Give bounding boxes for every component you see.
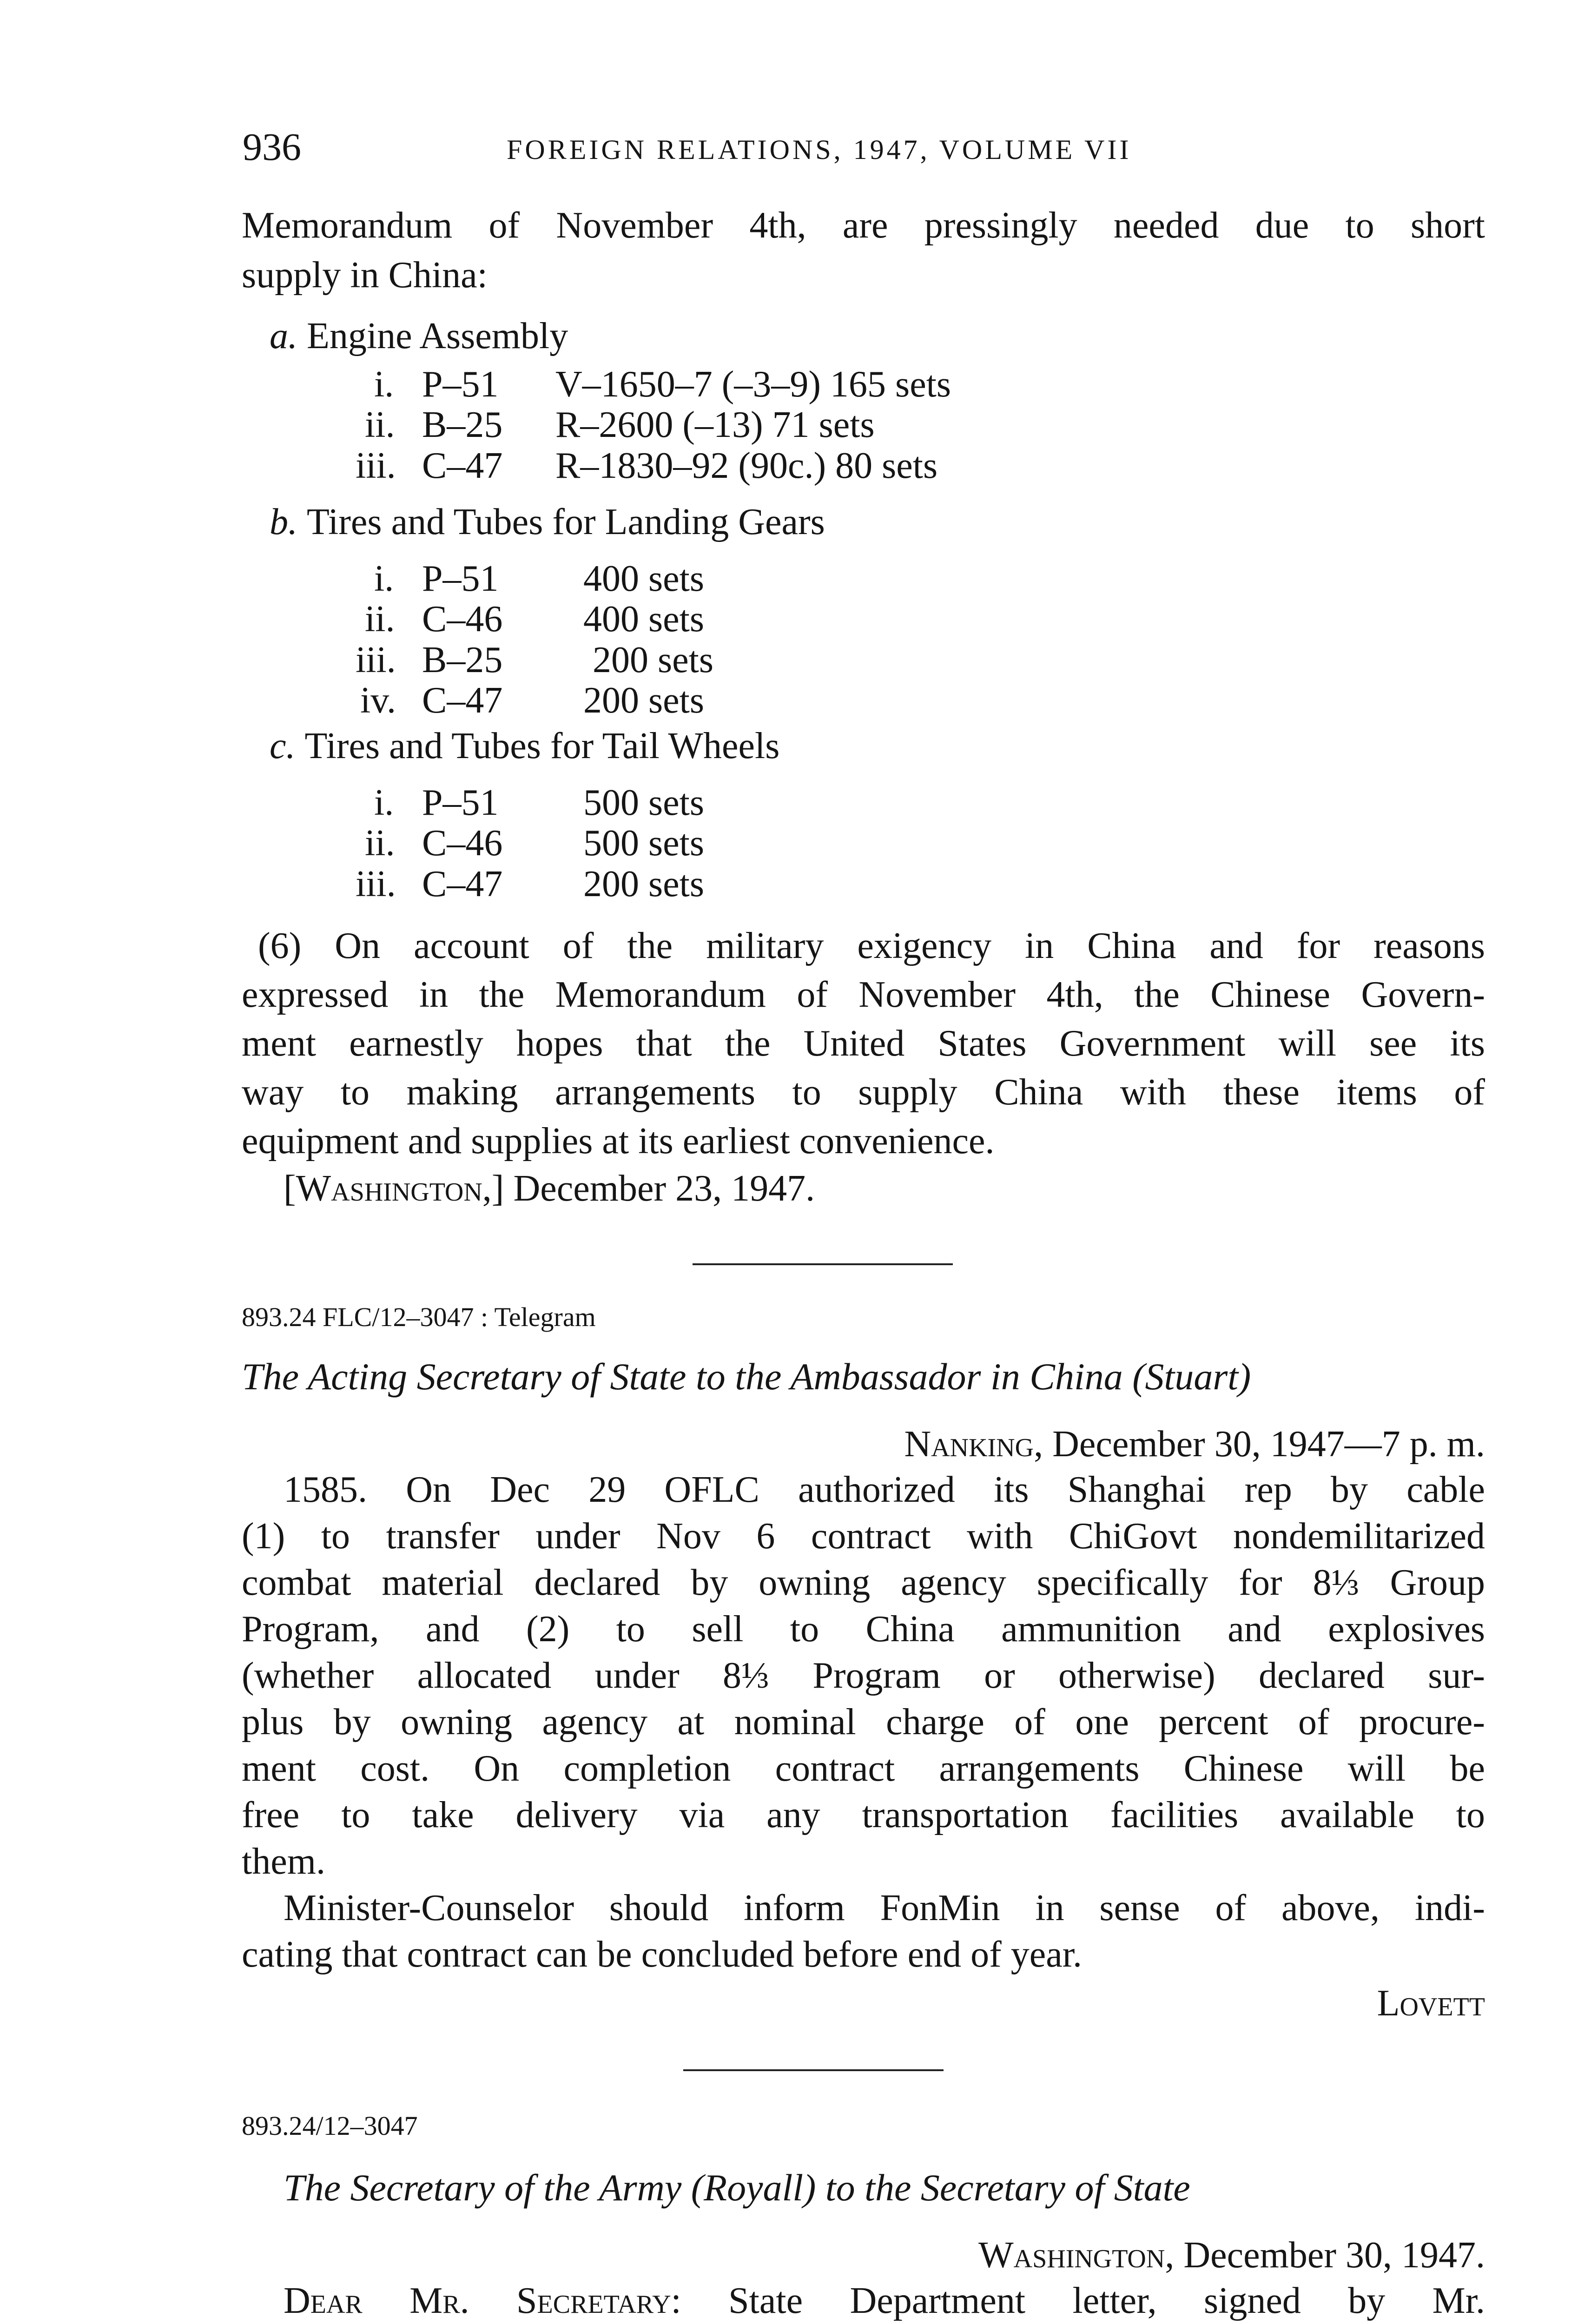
telegram-line: free to take delivery via any transportation facilities available to (242, 1795, 1485, 1835)
salutation: Dear Mr. Secretary: (284, 2280, 681, 2321)
item-detail: 500 sets (583, 782, 704, 823)
item-detail: R–1830–92 (90c.) 80 sets (555, 445, 938, 486)
item-model: P–51 (422, 782, 499, 823)
letter-line (284, 2280, 1485, 2322)
continuation-line: supply in China: (242, 255, 488, 296)
item-detail: 400 sets (583, 558, 704, 599)
item-number: iii. (356, 640, 396, 680)
section-letter: a. Engine Assembly (270, 316, 568, 357)
telegram-line: 1585. On Dec 29 OFLC authorized its Shanghai rep by cable (284, 1469, 1485, 1510)
telegram-line: Program, and (2) to sell to China ammunition and explosives (242, 1609, 1485, 1650)
item-number: ii. (365, 599, 395, 640)
item-detail: V–1650–7 (–3–9) 165 sets (555, 364, 951, 405)
page-number: 936 (243, 125, 301, 169)
item-detail: 200 sets (583, 864, 704, 905)
document-title: The Acting Secretary of State to the Ambassador in China (Stuart) (242, 1355, 1251, 1398)
file-number: 893.24 FLC/12–3047 : Telegram (242, 1302, 596, 1332)
telegram-line: (1) to transfer under Nov 6 contract with ChiGovt nondemilitarized (242, 1516, 1485, 1557)
item-detail: 200 sets (583, 680, 704, 721)
item-number: iii. (356, 864, 396, 905)
dateline (904, 1420, 1485, 1468)
section-heading: Tires and Tubes for Landing Gears (307, 502, 825, 542)
dateline-date: December 30, 1947—7 p. m. (1052, 1424, 1485, 1465)
item-number: ii. (365, 404, 395, 445)
paragraph-line: way to making arrangements to supply China with these items of (242, 1072, 1485, 1113)
file-number: 893.24/12–3047 (242, 2111, 418, 2141)
paragraph-line: equipment and supplies at its earliest convenience. (242, 1121, 995, 1162)
telegram-line: them. (242, 1841, 325, 1882)
item-model: C–47 (422, 680, 503, 721)
telegram-line: ment cost. On completion contract arrangements Chinese will be (242, 1748, 1485, 1789)
item-number: iii. (356, 445, 396, 486)
item-model: B–25 (422, 404, 503, 445)
item-detail: 400 sets (583, 599, 704, 640)
dateline-place: Washington, (978, 2235, 1175, 2276)
telegram-line: combat material declared by owning agency specifically for 8⅓ Group (242, 1562, 1485, 1603)
section-divider (683, 2069, 944, 2071)
paragraph-line: (6) On account of the military exigency in China and for reasons (258, 925, 1485, 966)
paragraph-line: ment earnestly hopes that the United States Government will see its (242, 1023, 1485, 1064)
item-number: iv. (360, 680, 396, 721)
item-detail: 200 sets (593, 640, 713, 680)
dateline (284, 1164, 815, 1213)
telegram-line: cating that contract can be concluded before end of year. (242, 1934, 1083, 1975)
section-heading: Tires and Tubes for Tail Wheels (304, 726, 780, 766)
dateline (978, 2231, 1485, 2279)
section-letter: c. Tires and Tubes for Tail Wheels (270, 726, 780, 766)
section-heading: Engine Assembly (307, 316, 568, 357)
letter-text: State Department letter, signed by Mr. (728, 2280, 1485, 2321)
item-model: P–51 (422, 558, 499, 599)
item-number: i. (374, 558, 394, 599)
item-model: C–47 (422, 864, 503, 905)
dateline-date: December 23, 1947. (513, 1168, 815, 1209)
item-detail: R–2600 (–13) 71 sets (555, 404, 875, 445)
signature: Lovett (1377, 1983, 1485, 2024)
dateline-place: [Washington,] (284, 1168, 504, 1209)
dateline-date: December 30, 1947. (1183, 2235, 1485, 2276)
item-model: P–51 (422, 364, 499, 405)
section-divider (693, 1263, 953, 1265)
document-title: The Secretary of the Army (Royall) to the Secretary of State (284, 2166, 1190, 2209)
item-model: C–46 (422, 599, 503, 640)
item-model: B–25 (422, 640, 503, 680)
running-title: FOREIGN RELATIONS, 1947, VOLUME VII (507, 134, 1132, 165)
continuation-line: Memorandum of November 4th, are pressingly needed due to short (242, 205, 1485, 246)
item-detail: 500 sets (583, 823, 704, 864)
telegram-line: plus by owning agency at nominal charge of one percent of procure- (242, 1702, 1485, 1743)
telegram-line: Minister-Counselor should inform FonMin in sense of above, indi- (284, 1888, 1485, 1928)
item-number: i. (374, 364, 394, 405)
telegram-line: (whether allocated under 8⅓ Program or otherwise) declared sur- (242, 1655, 1485, 1696)
dateline-place: Nanking, (904, 1424, 1043, 1465)
section-letter: b. Tires and Tubes for Landing Gears (270, 502, 825, 542)
item-model: C–47 (422, 445, 503, 486)
item-number: ii. (365, 823, 395, 864)
item-model: C–46 (422, 823, 503, 864)
paragraph-line: expressed in the Memorandum of November 4th, the Chinese Govern- (242, 974, 1485, 1015)
item-number: i. (374, 782, 394, 823)
